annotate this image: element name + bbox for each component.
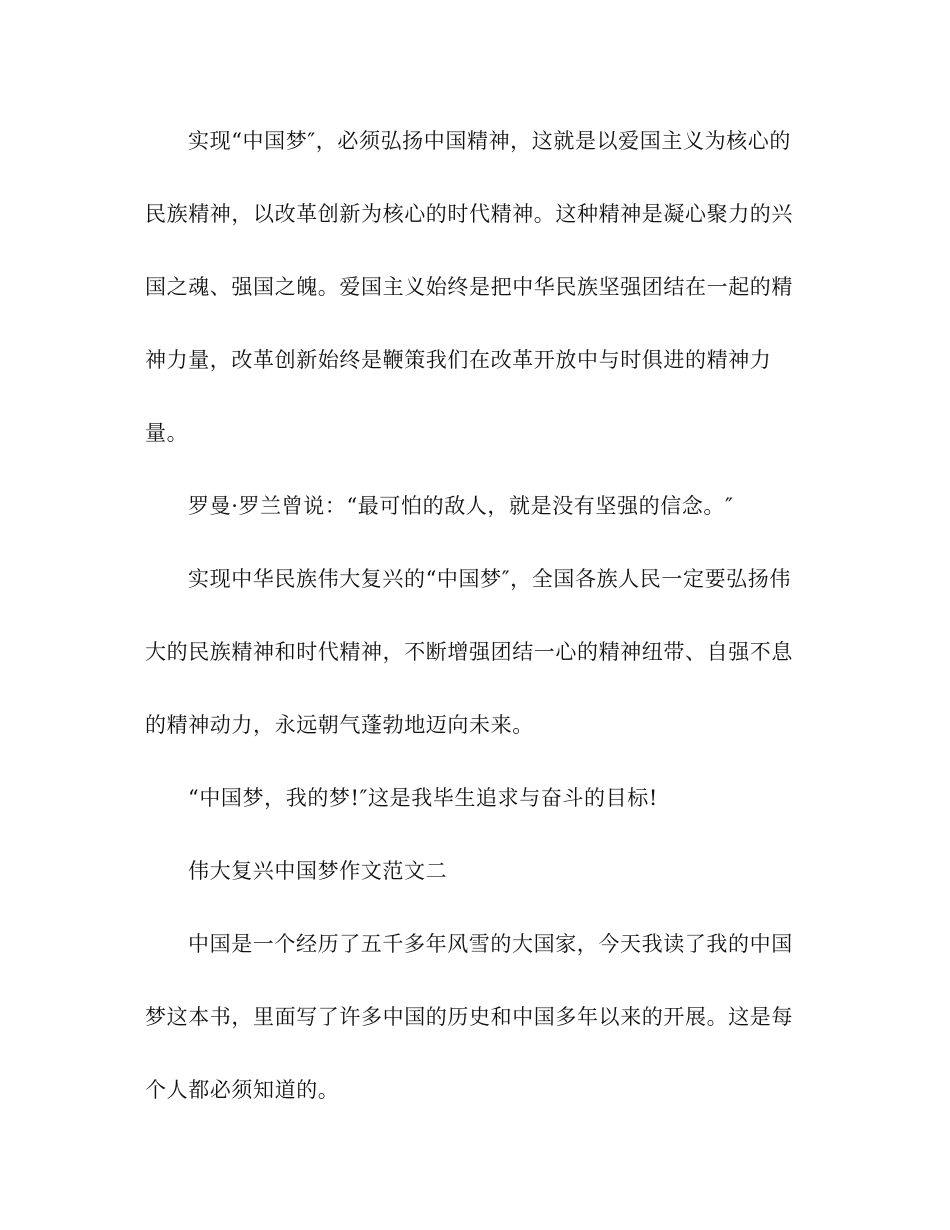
text-line: “中国梦，我的梦!″这是我毕生追求与奋斗的目标! <box>188 786 658 810</box>
text-line: 大的民族精神和时代精神，不断增强团结一心的精神纽带、自强不息 <box>145 640 793 664</box>
section-heading <box>145 835 810 908</box>
text-line: 民族精神，以改革创新为核心的时代精神。这种精神是凝心聚力的兴 <box>145 202 793 226</box>
paragraph <box>145 543 810 762</box>
heading-line: 伟大复兴中国梦作文范文二 <box>188 859 448 883</box>
paragraph <box>145 762 810 835</box>
text-line: 的精神动力，永远朝气蓬勃地迈向未来。 <box>145 713 534 737</box>
text-line: 实现中华民族伟大复兴的“中国梦″，全国各族人民一定要弘扬伟 <box>188 567 791 591</box>
paragraph <box>145 470 810 543</box>
text-line: 量。 <box>145 421 189 445</box>
paragraph <box>145 105 810 470</box>
text-line: 实现“中国梦″，必须弘扬中国精神，这就是以爱国主义为核心的 <box>188 129 791 153</box>
text-line: 罗曼·罗兰曾说：“最可怕的敌人，就是没有坚强的信念。″ <box>188 494 734 518</box>
text-line: 梦这本书，里面写了许多中国的历史和中国多年以来的开展。这是每 <box>145 1005 793 1029</box>
text-line: 个人都必须知道的。 <box>145 1078 340 1102</box>
text-line: 神力量，改革创新始终是鞭策我们在改革开放中与时俱进的精神力 <box>145 348 772 372</box>
text-line: 国之魂、强国之魄。爱国主义始终是把中华民族坚强团结在一起的精 <box>145 275 793 299</box>
document-body <box>145 105 810 1127</box>
text-line: 中国是一个经历了五千多年风雪的大国家，今天我读了我的中国 <box>188 932 793 956</box>
paragraph <box>145 908 810 1127</box>
